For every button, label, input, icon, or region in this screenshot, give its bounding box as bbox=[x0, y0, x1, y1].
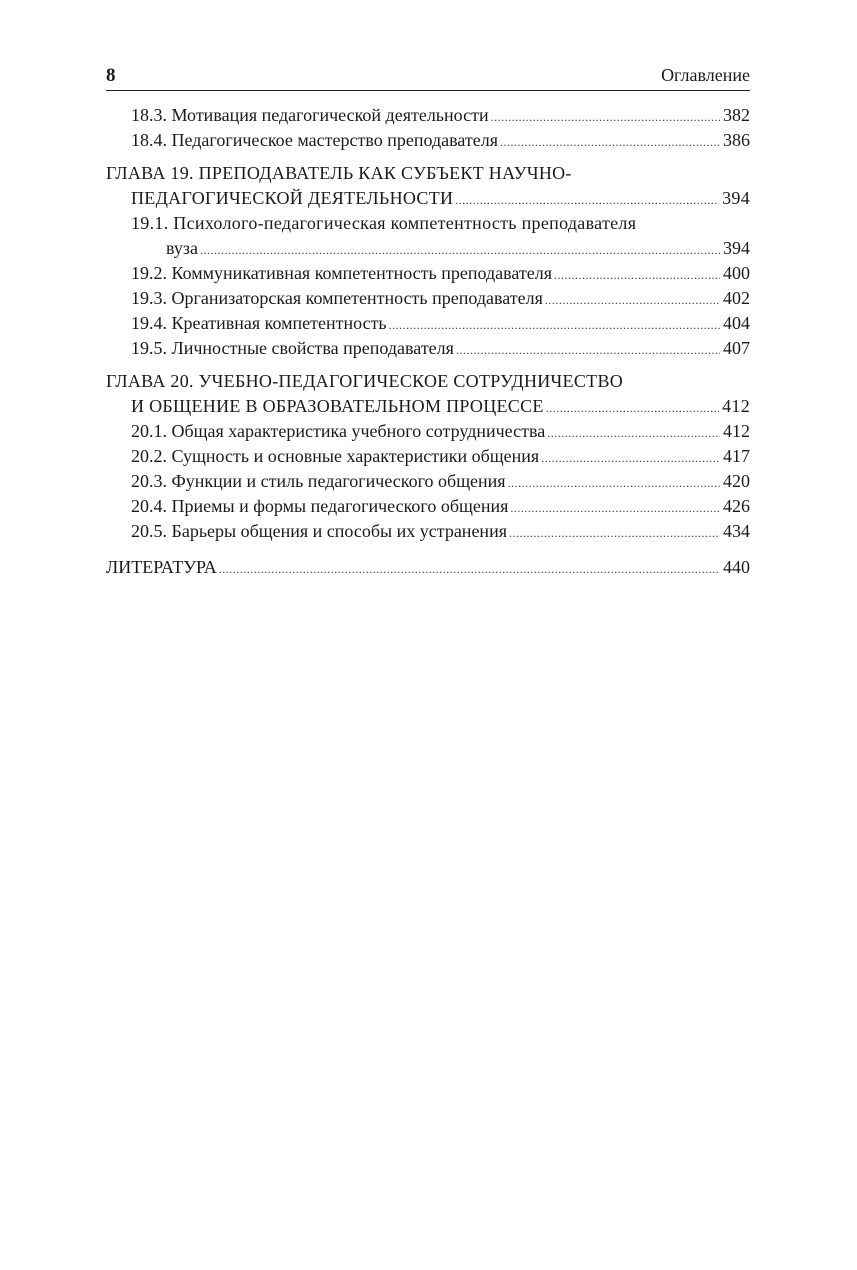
toc-chapter-19-entry bbox=[106, 186, 750, 211]
running-head: Оглавление bbox=[661, 65, 750, 85]
toc-entry-title: 19.5. Личностные свойства преподавателя bbox=[131, 338, 454, 358]
toc-entry-page: 394 bbox=[722, 188, 750, 208]
toc-entry-20-3 bbox=[106, 469, 750, 494]
table-of-contents bbox=[106, 103, 750, 580]
dot-leader bbox=[546, 396, 719, 421]
toc-entry-page: 417 bbox=[723, 446, 750, 466]
toc-entry-page: 440 bbox=[723, 557, 750, 577]
toc-entry-page: 400 bbox=[723, 263, 750, 283]
page-header bbox=[106, 62, 750, 91]
toc-entry-title: 19.2. Коммуникативная компетентность преподавателя bbox=[131, 263, 552, 283]
dot-leader bbox=[456, 338, 720, 363]
toc-entry-20-2 bbox=[106, 444, 750, 469]
chapter-title-line: И ОБЩЕНИЕ В ОБРАЗОВАТЕЛЬНОМ ПРОЦЕССЕ bbox=[131, 396, 544, 416]
toc-entry-title: 20.2. Сущность и основные характеристики общения bbox=[131, 446, 540, 466]
toc-entry-19-4 bbox=[106, 311, 750, 336]
toc-entry-19-1-line1: 19.1. Психолого-педагогическая компетентность преподавателя bbox=[131, 213, 637, 233]
page-number: 8 bbox=[106, 65, 116, 86]
dot-leader bbox=[389, 313, 720, 338]
toc-entry-19-1 bbox=[106, 236, 750, 261]
toc-entry-18-3 bbox=[106, 103, 750, 128]
toc-entry-19-3 bbox=[106, 286, 750, 311]
toc-entry-20-4 bbox=[106, 494, 750, 519]
toc-entry-literature bbox=[106, 555, 750, 580]
toc-entry-page: 386 bbox=[723, 130, 750, 150]
dot-leader bbox=[545, 288, 720, 313]
toc-chapter-19 bbox=[106, 161, 750, 211]
chapter-title-line: ГЛАВА 20. УЧЕБНО-ПЕДАГОГИЧЕСКОЕ СОТРУДНИЧЕСТВО bbox=[106, 371, 624, 391]
toc-entry-page: 426 bbox=[723, 496, 750, 516]
chapter-title-line: ГЛАВА 19. ПРЕПОДАВАТЕЛЬ КАК СУБЪЕКТ НАУЧНО- bbox=[106, 163, 572, 183]
dot-leader bbox=[510, 496, 720, 521]
toc-entry-title: 18.4. Педагогическое мастерство преподавателя bbox=[131, 130, 498, 150]
toc-entry-page: 382 bbox=[723, 105, 750, 125]
toc-entry-page: 394 bbox=[723, 238, 750, 258]
dot-leader bbox=[219, 557, 720, 582]
toc-entry-page: 412 bbox=[722, 396, 750, 416]
chapter-title-line: ПЕДАГОГИЧЕСКОЙ ДЕЯТЕЛЬНОСТИ bbox=[131, 188, 454, 208]
toc-entry-page: 420 bbox=[723, 471, 750, 491]
toc-entry-18-4 bbox=[106, 128, 750, 153]
toc-entry-20-5 bbox=[106, 519, 750, 544]
toc-entry-page: 412 bbox=[723, 421, 750, 441]
dot-leader bbox=[455, 188, 719, 213]
dot-leader bbox=[547, 421, 720, 446]
toc-entry-title: 18.3. Мотивация педагогической деятельности bbox=[131, 105, 489, 125]
dot-leader bbox=[509, 521, 720, 546]
dot-leader bbox=[541, 446, 720, 471]
dot-leader bbox=[491, 105, 720, 130]
toc-entry-title: 20.3. Функции и стиль педагогического общения bbox=[131, 471, 506, 491]
dot-leader bbox=[508, 471, 720, 496]
book-page bbox=[106, 62, 750, 580]
toc-entry-title: 20.5. Барьеры общения и способы их устранения bbox=[131, 521, 507, 541]
toc-chapter-20-entry bbox=[106, 394, 750, 419]
toc-entry-page: 434 bbox=[723, 521, 750, 541]
toc-entry-title: 20.1. Общая характеристика учебного сотрудничества bbox=[131, 421, 546, 441]
toc-chapter-20 bbox=[106, 369, 750, 419]
toc-entry-page: 404 bbox=[723, 313, 750, 333]
dot-leader bbox=[554, 263, 720, 288]
toc-entry-20-1 bbox=[106, 419, 750, 444]
toc-entry-page: 407 bbox=[723, 338, 750, 358]
dot-leader bbox=[500, 130, 720, 155]
toc-entry-19-2 bbox=[106, 261, 750, 286]
toc-entry-title: ЛИТЕРАТУРА bbox=[106, 557, 217, 577]
toc-entry-title: 20.4. Приемы и формы педагогического общения bbox=[131, 496, 509, 516]
toc-entry-title: 19.4. Креативная компетентность bbox=[131, 313, 387, 333]
dot-leader bbox=[200, 238, 720, 263]
toc-entry-page: 402 bbox=[723, 288, 750, 308]
toc-entry-19-5 bbox=[106, 336, 750, 361]
toc-entry-title: 19.3. Организаторская компетентность преподавателя bbox=[131, 288, 543, 308]
toc-entry-title: вуза bbox=[166, 238, 198, 258]
